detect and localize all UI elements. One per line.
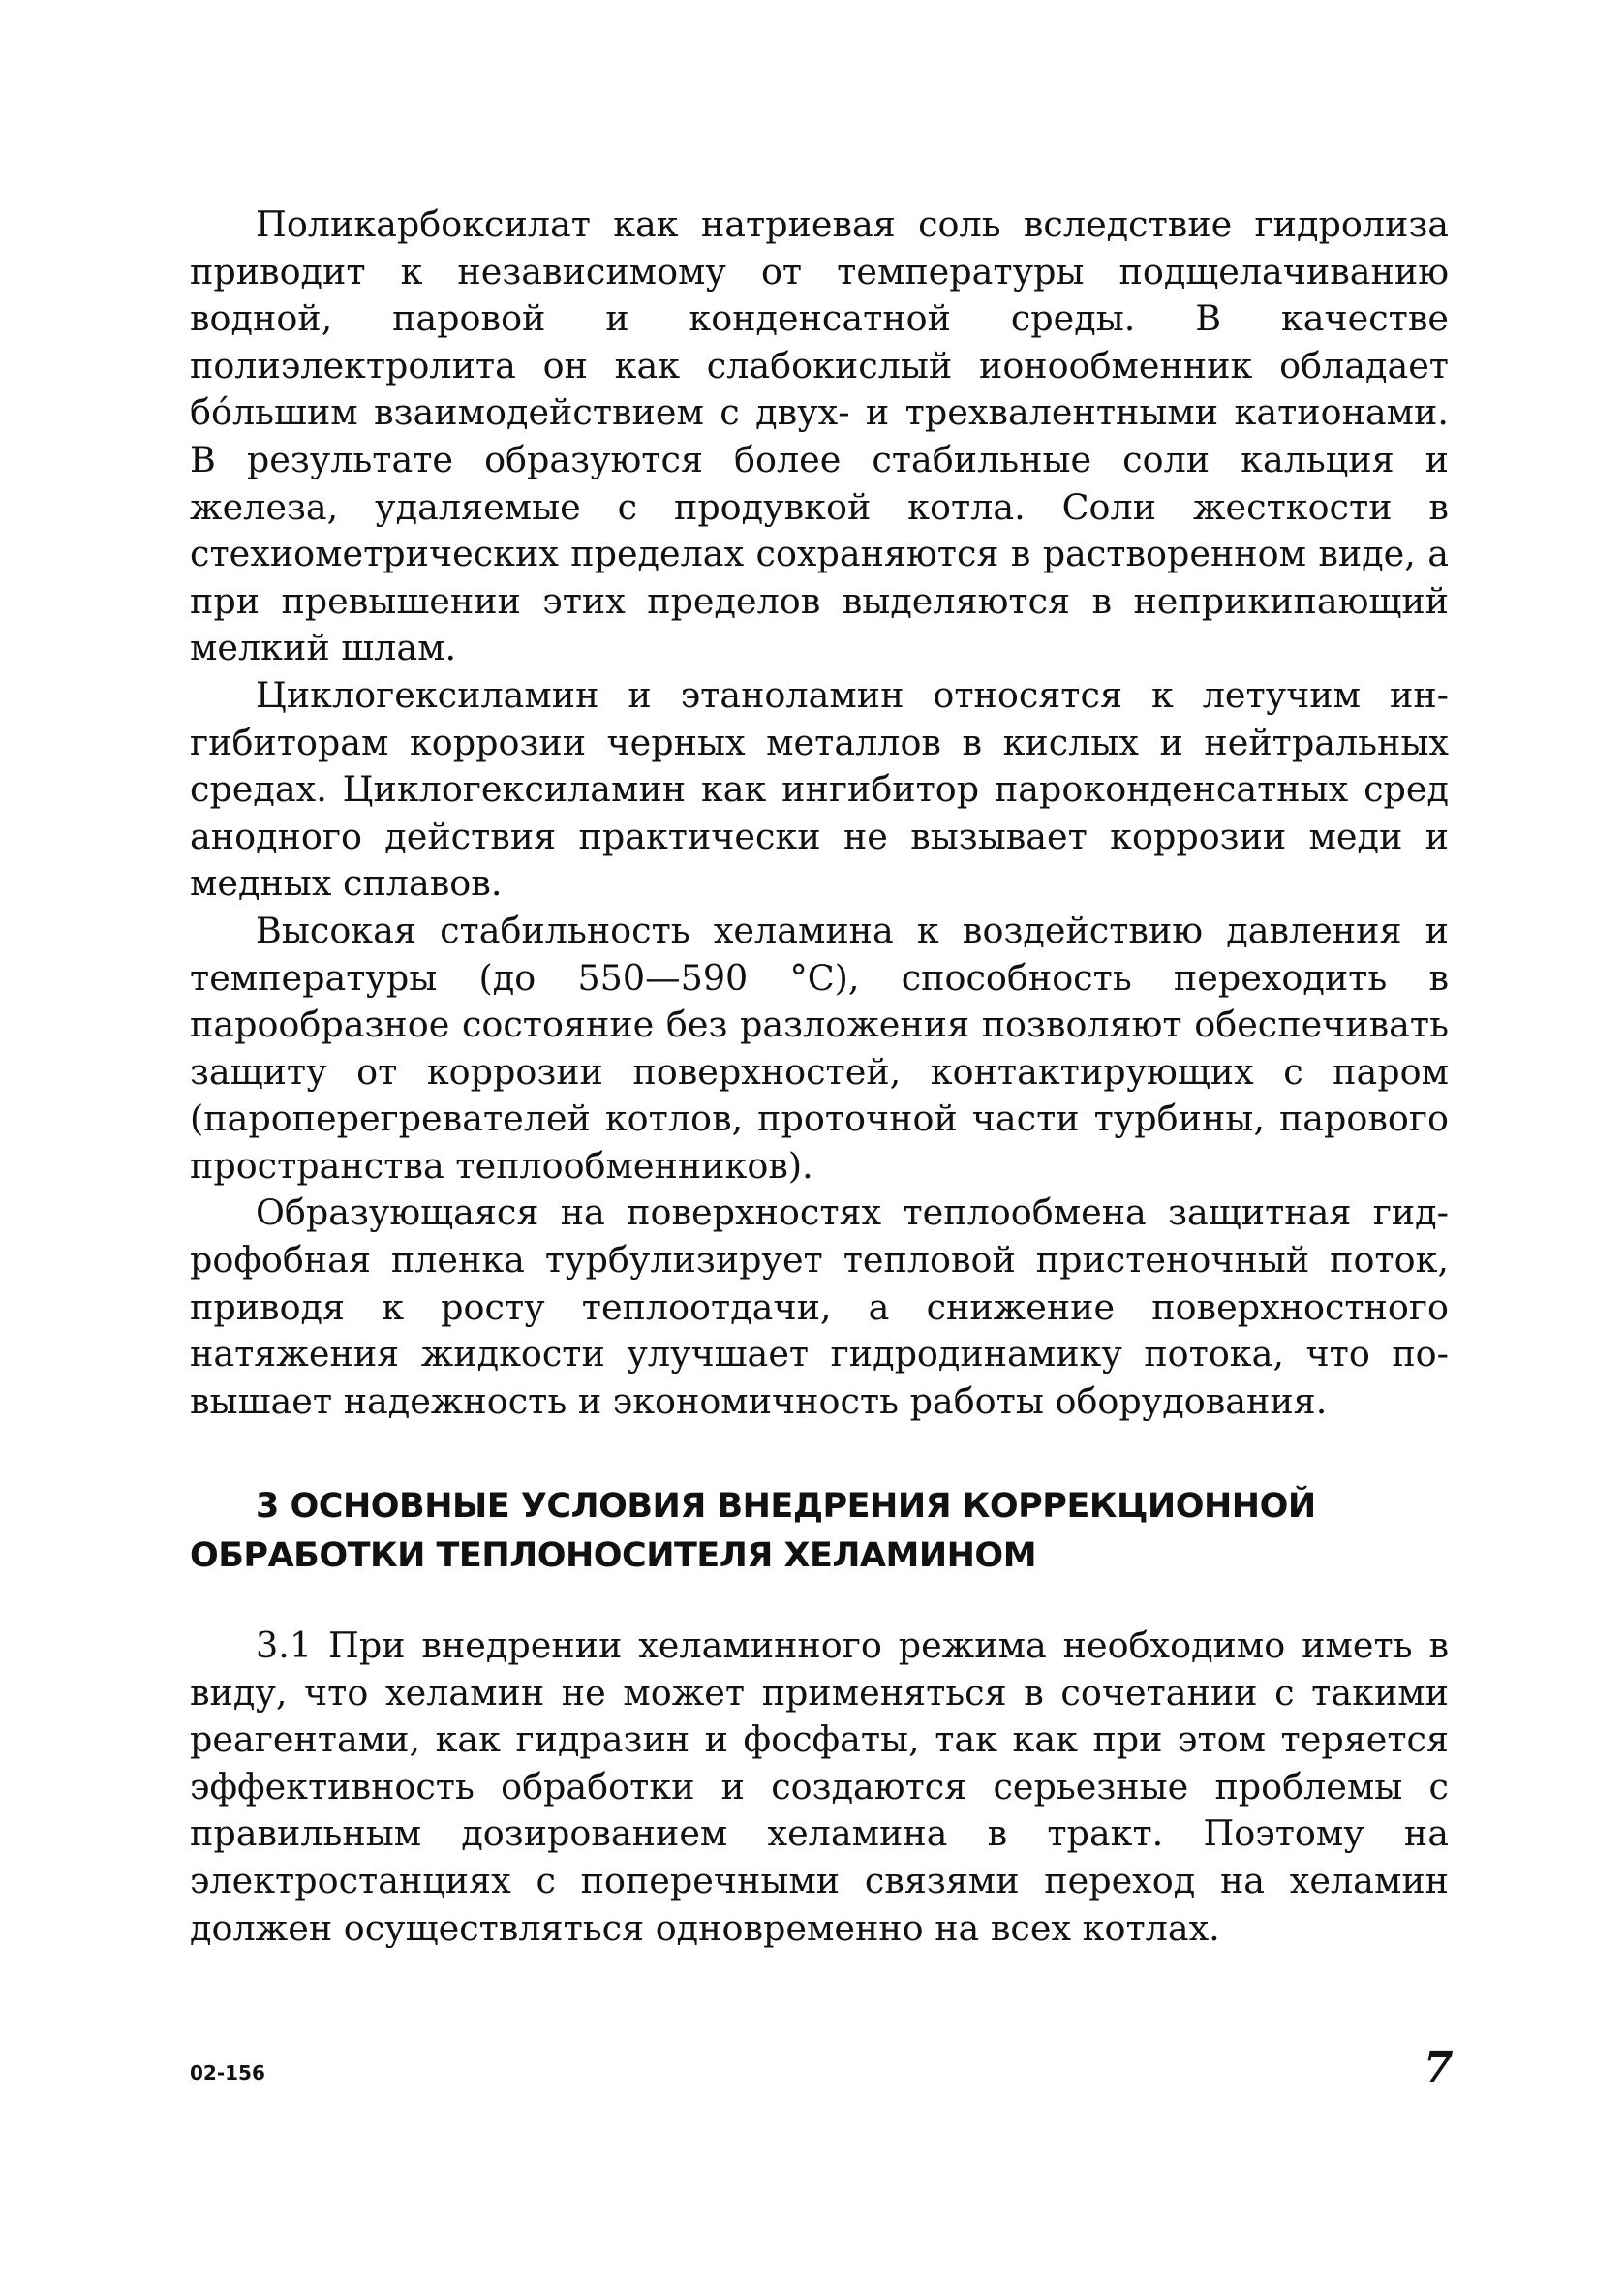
- section-text: [190, 1623, 1449, 1952]
- page-number: 7: [1424, 2043, 1454, 2092]
- section-heading-line-1: 3 ОСНОВНЫЕ УСЛОВИЯ ВНЕДРЕНИЯ КОРРЕКЦИОННОЙ: [256, 1487, 1316, 1526]
- footer-code: 02-156: [190, 2061, 265, 2085]
- paragraph-stability: Высокая стабильность хеламина к воздействию давления и температуры (до 550—590 °С), способность переходить в парообразное состояние без разложения позволяют обеспечивать защиту от коррозии поверхностей, контактирующих с паром (пароперегревателей котлов, проточной части турбины, парового пространства теплообменников).: [190, 909, 1449, 1187]
- paragraph-hydrophobic-film: Образующаяся на поверхностях теплообмена защитная гидрофобная пленка турбулизирует тепловой пристеночный поток, приводя к росту теплоотдачи, а снижение поверхностного натяжения жидкости улучшает гидродинамику потока, что повышает надежность и экономичность работы оборудования.: [190, 1191, 1449, 1422]
- section-heading: [190, 1482, 1449, 1581]
- clause-3-1: [190, 1623, 1449, 1952]
- clause-text: При внедрении хеламинного режима необходимо иметь в виду, что хеламин не может применяться в сочетании с такими реагентами, как гидразин и фосфаты, так как при этом теряется эффективность обработки и создаются серьезные проблемы с правильным дозированием хеламина в тракт. Поэтому на электростанциях с поперечными связями переход на хеламин должен осуществляться одновременно на всех котлах.: [190, 1624, 1449, 1949]
- paragraph-polycarboxylate: Поликарбоксилат как натриевая соль вследствие гидролиза приводит к независимому от температуры подщелачиванию водной, паровой и конденсатной среды. В качестве полиэлектролита он как слабокислый ионообменник обладает бóльшим взаимодействием с двух- и трехвалентными катионами. В результате образуются более стабильные соли кальция и железа, удаляемые с продувкой котла. Соли жесткости в стехиометрических пределах сохраняются в растворенном виде, а при превышении этих пределов выделяются в неприкипающий мелкий шлам.: [190, 203, 1449, 669]
- paragraph-cyclohexylamine: Циклогексиламин и этаноламин относятся к летучим ингибиторам коррозии черных металлов в кислых и нейтральных средах. Циклогексиламин как ингибитор пароконденсатных сред анодного действия практически не вызывает коррозии меди и медных сплавов.: [190, 673, 1449, 905]
- clause-number: 3.1: [256, 1624, 313, 1666]
- section-heading-line-2: ОБРАБОТКИ ТЕПЛОНОСИТЕЛЯ ХЕЛАМИНОМ: [190, 1536, 1037, 1575]
- body-text: [190, 201, 1449, 1425]
